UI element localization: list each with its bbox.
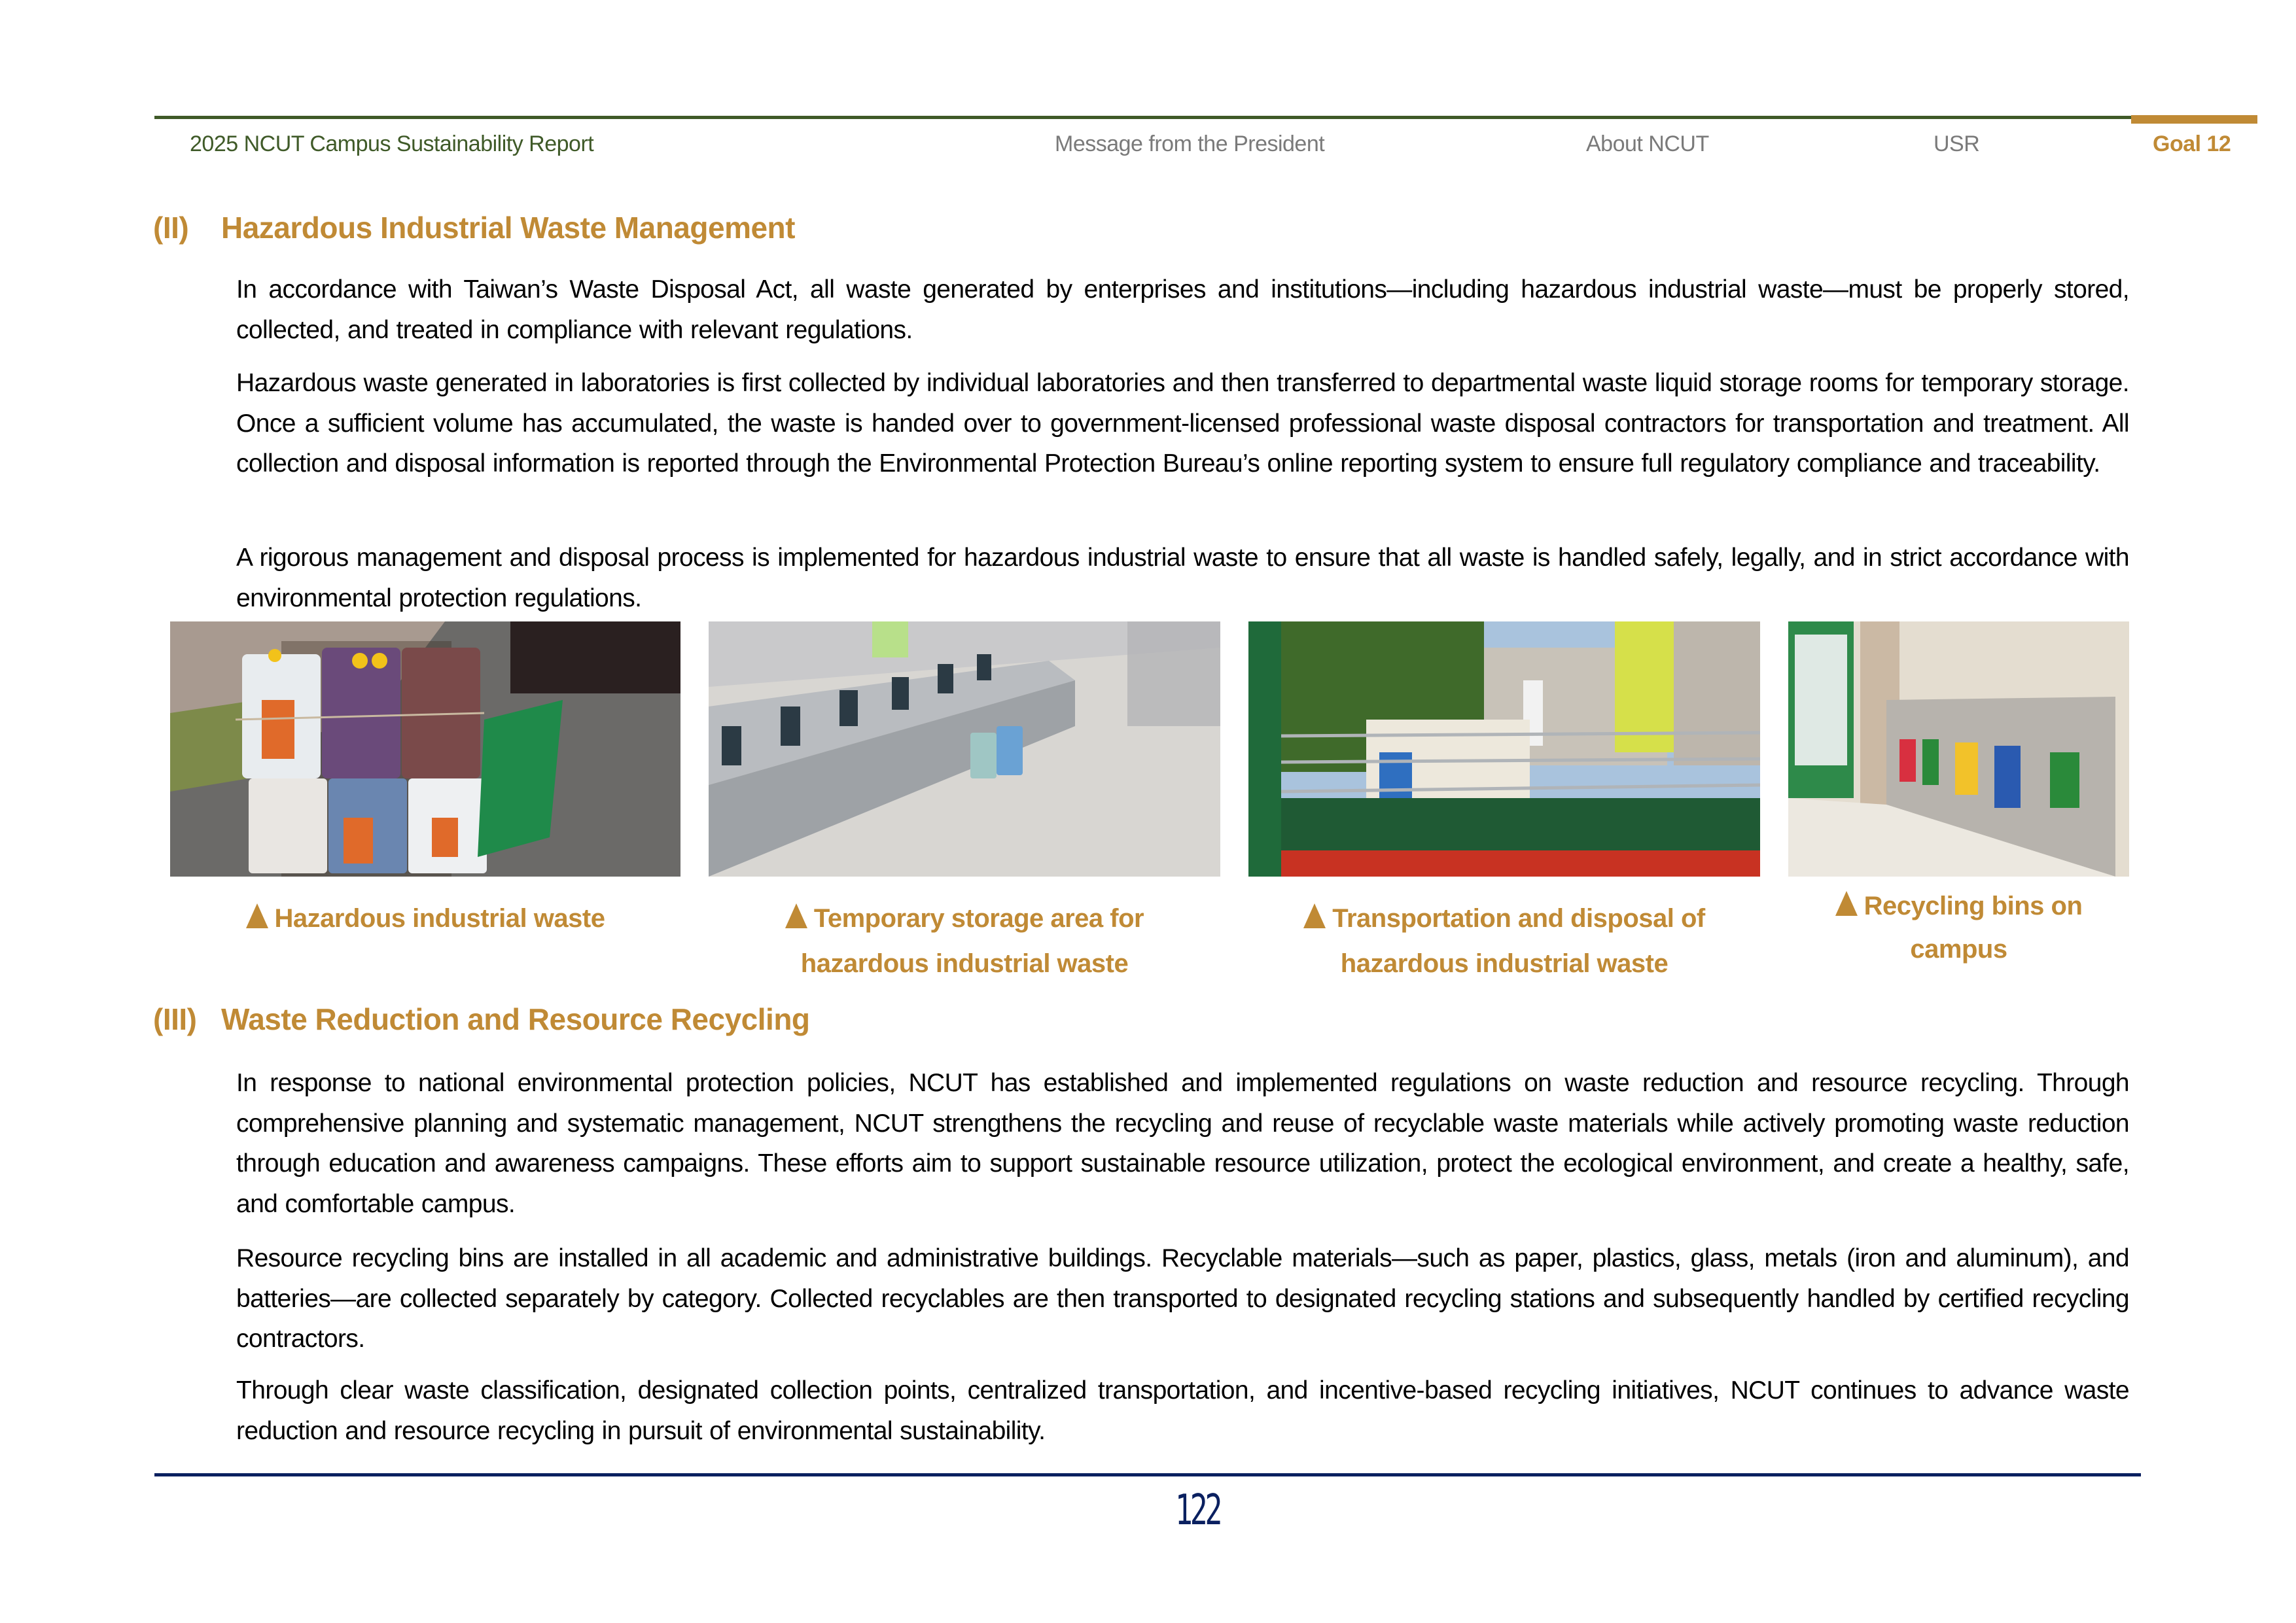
photo-image: [709, 621, 1220, 877]
paragraph: Resource recycling bins are installed in all academic and administrative buildings. Recyclable materials—such as paper, plastics, glass, metals (iron and aluminum), and batteries—are collected separately by category. Collected recyclables are then transported to designated recycling stations and subsequently handled by certified recycling contractors.: [236, 1244, 2129, 1353]
photo-image: [1788, 621, 2129, 877]
paragraph: Through clear waste classification, designated collection points, centralized transportation, and incentive-based recycling initiatives, NCUT continues to advance waste reduction and resource recycling in pursuit of environmental sustainability.: [236, 1376, 2129, 1445]
nav-message-from-president[interactable]: Message from the President: [1055, 131, 1325, 156]
photo-temporary-storage-area: [709, 621, 1220, 877]
photo-image: [1248, 621, 1760, 877]
caption-temporary-storage: Temporary storage area for hazardous industrial waste: [709, 896, 1220, 986]
caption-recycling-bins: Recycling bins on campus: [1788, 884, 2129, 971]
header-rule: [154, 116, 2137, 119]
paragraph: In response to national environmental protection policies, NCUT has established and implemented regulations on waste reduction and resource recycling. Through comprehensive planning and systematic management, NCUT strengthens the recycling and reuse of recyclable waste materials while actively promoting waste reduction through education and awareness campaigns. These efforts aim to support sustainable resource utilization, protect the ecological environment, and create a healthy, safe, and comfortable campus.: [236, 1069, 2129, 1218]
footer-rule: [154, 1473, 2141, 1476]
section-title: Waste Reduction and Resource Recycling: [221, 1002, 810, 1036]
header-active-accent: [2131, 115, 2257, 124]
photo-recycling-bins: [1788, 621, 2129, 877]
nav-usr[interactable]: USR: [1934, 131, 1980, 156]
section-heading-hazardous-waste: [153, 208, 795, 247]
paragraph: A rigorous management and disposal process is implemented for hazardous industrial waste to ensure that all waste is handled safely, legally, and in strict accordance with environmental protection regulations.: [236, 544, 2129, 612]
triangle-up-icon: [785, 903, 807, 928]
section-heading-waste-reduction: [153, 1000, 810, 1039]
photo-image: [170, 621, 680, 877]
paragraph: In accordance with Taiwan’s Waste Disposal Act, all waste generated by enterprises and institutions—including hazardous industrial waste—must be properly stored, collected, and treated in compliance with relevant regulations.: [236, 275, 2129, 344]
caption-hazardous-waste: Hazardous industrial waste: [170, 896, 680, 941]
caption-transportation: Transportation and disposal of hazardous industrial waste: [1248, 896, 1760, 986]
page-number: 122: [1174, 1486, 1220, 1535]
report-title: 2025 NCUT Campus Sustainability Report: [190, 131, 594, 156]
photo-hazardous-waste-containers: [170, 621, 680, 877]
nav-goal-12[interactable]: Goal 12: [2153, 131, 2231, 156]
triangle-up-icon: [246, 903, 268, 928]
section-title: Hazardous Industrial Waste Management: [221, 211, 795, 245]
section-number: (III): [153, 1002, 197, 1036]
triangle-up-icon: [1835, 891, 1858, 916]
triangle-up-icon: [1303, 903, 1326, 928]
paragraph: Hazardous waste generated in laboratories is first collected by individual laboratories and then transferred to departmental waste liquid storage rooms for temporary storage. Once a sufficient volume has accumulated, the waste is handed over to government-licensed professional waste disposal contractors for transportation and treatment. All collection and disposal information is reported through the Environmental Protection Bureau’s online reporting system to ensure full regulatory compliance and traceability.: [236, 369, 2129, 478]
section-number: (II): [153, 211, 189, 245]
nav-about-ncut[interactable]: About NCUT: [1586, 131, 1709, 156]
photo-transportation-truck: [1248, 621, 1760, 877]
